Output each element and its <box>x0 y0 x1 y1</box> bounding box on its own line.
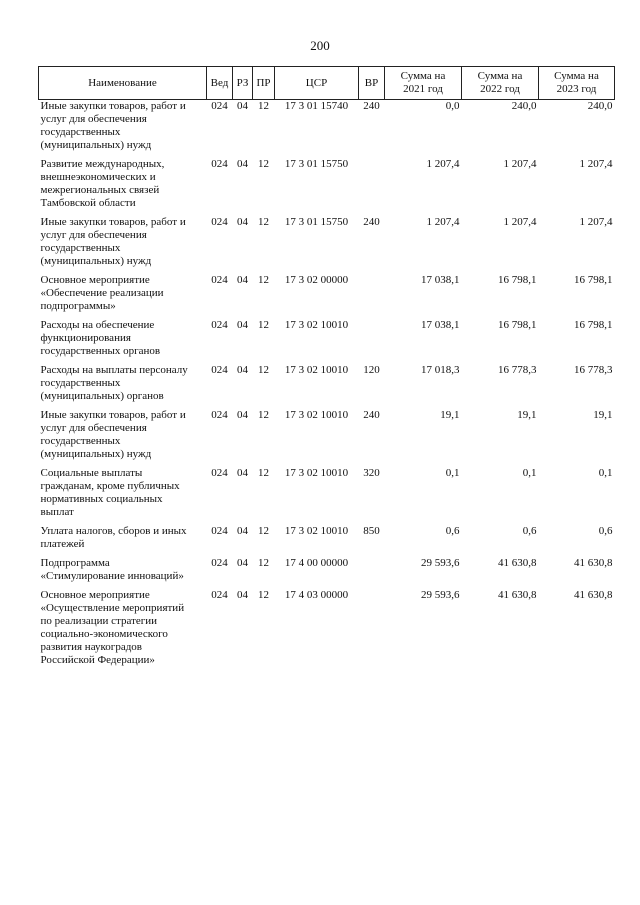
cell-csr: 17 3 02 10010 <box>284 525 349 537</box>
cell-name-line: платежей <box>40 538 85 550</box>
cell-name <box>39 467 207 525</box>
cell-name-line: государственных органов <box>40 345 161 357</box>
cell-name-line: Развитие международных, <box>40 158 165 170</box>
cell-name-line: услуг для обеспечения <box>40 113 147 125</box>
header-sum-2021-line: Сумма на <box>400 70 446 82</box>
cell-csr: 17 3 01 15750 <box>284 216 349 228</box>
cell-name-line: Расходы на выплаты персоналу <box>40 364 188 376</box>
cell-name-line: «Стимулирование инноваций» <box>40 570 184 582</box>
cell-name-line: Социальные выплаты <box>40 467 143 479</box>
cell-name-line: услуг для обеспечения <box>40 229 147 241</box>
cell-vr: 240 <box>363 409 380 421</box>
cell-pr: 12 <box>258 525 269 537</box>
cell-name-line: Подпрограмма <box>40 557 110 569</box>
cell-sum-2023: 1 207,4 <box>579 158 613 170</box>
cell-name-line: услуг для обеспечения <box>40 422 147 434</box>
cell-name <box>39 100 207 159</box>
cell-rz: 04 <box>237 467 248 479</box>
cell-csr: 17 3 02 10010 <box>284 364 349 376</box>
cell-sum-2023: 1 207,4 <box>579 216 613 228</box>
cell-rz: 04 <box>237 409 248 421</box>
table-row <box>39 557 615 589</box>
cell-ved: 024 <box>211 274 228 286</box>
cell-name-line: функционирования <box>40 332 131 344</box>
cell-ved: 024 <box>211 467 228 479</box>
cell-rz: 04 <box>237 158 248 170</box>
cell-name-line: внешнеэкономических и <box>40 171 156 183</box>
cell-csr: 17 4 00 00000 <box>284 557 349 569</box>
cell-csr: 17 3 02 00000 <box>284 274 349 286</box>
cell-sum-2021: 17 018,3 <box>421 364 460 376</box>
cell-ved: 024 <box>211 557 228 569</box>
cell-sum-2023: 19,1 <box>593 409 613 421</box>
cell-ved: 024 <box>211 158 228 170</box>
cell-sum-2021: 29 593,6 <box>421 557 460 569</box>
table-row <box>39 216 615 274</box>
cell-name <box>39 557 207 589</box>
cell-rz: 04 <box>237 319 248 331</box>
cell-sum-2021: 0,6 <box>445 525 460 537</box>
cell-ved: 024 <box>211 216 228 228</box>
header-sum-2023 <box>539 67 615 100</box>
cell-name-line: «Осуществление мероприятий <box>40 602 185 614</box>
cell-sum-2021: 0,0 <box>445 100 460 112</box>
cell-pr: 12 <box>258 589 269 601</box>
header-rz: РЗ <box>233 67 253 100</box>
cell-vr <box>359 158 385 216</box>
header-sum-2021-line: 2021 год <box>403 83 443 95</box>
cell-sum-2022: 41 630,8 <box>498 589 537 601</box>
cell-vr <box>359 557 385 589</box>
header-ved: Вед <box>207 67 233 100</box>
cell-name-line: государственных <box>40 126 121 138</box>
table-row <box>39 158 615 216</box>
cell-name-line: подпрограммы» <box>40 300 116 312</box>
cell-vr: 240 <box>363 100 380 112</box>
cell-sum-2021: 29 593,6 <box>421 589 460 601</box>
cell-sum-2022: 1 207,4 <box>503 158 537 170</box>
cell-sum-2021: 1 207,4 <box>426 158 460 170</box>
cell-vr <box>359 319 385 364</box>
cell-csr: 17 3 02 10010 <box>284 467 349 479</box>
cell-name <box>39 364 207 409</box>
cell-name-line: Иные закупки товаров, работ и <box>40 100 186 112</box>
cell-vr: 850 <box>363 525 380 537</box>
cell-rz: 04 <box>237 525 248 537</box>
cell-name-line: Тамбовской области <box>40 197 136 209</box>
cell-name <box>39 409 207 467</box>
cell-vr <box>359 589 385 673</box>
header-sum-2023-line: 2023 год <box>556 83 597 95</box>
cell-sum-2022: 0,6 <box>522 525 537 537</box>
cell-name-line: по реализации стратегии <box>40 615 158 627</box>
cell-csr: 17 3 02 10010 <box>284 409 349 421</box>
cell-sum-2022: 16 778,3 <box>498 364 537 376</box>
cell-rz: 04 <box>237 216 248 228</box>
table-body <box>39 100 615 674</box>
cell-name-line: (муниципальных) органов <box>40 390 164 402</box>
cell-name-line: государственных <box>40 377 121 389</box>
cell-name <box>39 525 207 557</box>
cell-name-line: Уплата налогов, сборов и иных <box>40 525 187 537</box>
table-row <box>39 274 615 319</box>
cell-sum-2023: 240,0 <box>587 100 613 112</box>
table-row <box>39 525 615 557</box>
table-header <box>39 67 615 100</box>
cell-ved: 024 <box>211 589 228 601</box>
header-vr: ВР <box>359 67 385 100</box>
header-sum-2021 <box>385 67 462 100</box>
cell-name-line: Основное мероприятие <box>40 274 150 286</box>
cell-name-line: Иные закупки товаров, работ и <box>40 409 186 421</box>
cell-sum-2023: 16 798,1 <box>574 319 613 331</box>
cell-vr: 320 <box>363 467 380 479</box>
cell-csr: 17 4 03 00000 <box>284 589 349 601</box>
cell-sum-2021: 0,1 <box>445 467 460 479</box>
header-sum-2022-line: 2022 год <box>480 83 520 95</box>
cell-name-line: Расходы на обеспечение <box>40 319 155 331</box>
cell-sum-2022: 16 798,1 <box>498 319 537 331</box>
cell-name-line: развития наукоградов <box>40 641 142 653</box>
cell-rz: 04 <box>237 274 248 286</box>
cell-pr: 12 <box>258 557 269 569</box>
cell-sum-2021: 17 038,1 <box>421 319 460 331</box>
cell-pr: 12 <box>258 100 269 112</box>
table-row <box>39 409 615 467</box>
cell-name-line: Иные закупки товаров, работ и <box>40 216 186 228</box>
cell-name-line: гражданам, кроме публичных <box>40 480 180 492</box>
cell-ved: 024 <box>211 319 228 331</box>
cell-name-line: Российской Федерации» <box>40 654 155 666</box>
table-row <box>39 589 615 673</box>
cell-sum-2021: 19,1 <box>440 409 460 421</box>
table-row <box>39 319 615 364</box>
cell-pr: 12 <box>258 467 269 479</box>
cell-rz: 04 <box>237 589 248 601</box>
cell-sum-2023: 16 778,3 <box>574 364 613 376</box>
cell-sum-2022: 0,1 <box>522 467 537 479</box>
cell-name-line: государственных <box>40 242 121 254</box>
cell-name <box>39 158 207 216</box>
cell-pr: 12 <box>258 274 269 286</box>
cell-sum-2023: 41 630,8 <box>574 589 613 601</box>
cell-csr: 17 3 01 15750 <box>284 158 349 170</box>
cell-csr: 17 3 02 10010 <box>284 319 349 331</box>
cell-ved: 024 <box>211 100 228 112</box>
cell-sum-2021: 17 038,1 <box>421 274 460 286</box>
header-sum-2022 <box>462 67 539 100</box>
header-name: Наименование <box>39 67 207 100</box>
cell-sum-2022: 19,1 <box>517 409 537 421</box>
cell-rz: 04 <box>237 557 248 569</box>
cell-vr: 120 <box>363 364 380 376</box>
cell-vr <box>359 274 385 319</box>
cell-sum-2022: 16 798,1 <box>498 274 537 286</box>
budget-table <box>38 66 615 673</box>
cell-ved: 024 <box>211 364 228 376</box>
cell-name-line: государственных <box>40 435 121 447</box>
header-csr: ЦСР <box>275 67 359 100</box>
cell-sum-2023: 0,1 <box>598 467 613 479</box>
cell-sum-2023: 41 630,8 <box>574 557 613 569</box>
cell-csr: 17 3 01 15740 <box>284 100 349 112</box>
header-sum-2023-line: Сумма на <box>554 70 599 82</box>
cell-ved: 024 <box>211 525 228 537</box>
cell-sum-2021: 1 207,4 <box>426 216 460 228</box>
cell-vr: 240 <box>363 216 380 228</box>
header-pr: ПР <box>253 67 275 100</box>
cell-name-line: (муниципальных) нужд <box>40 448 152 460</box>
header-sum-2022-line: Сумма на <box>477 70 523 82</box>
cell-pr: 12 <box>258 158 269 170</box>
cell-pr: 12 <box>258 364 269 376</box>
cell-name <box>39 589 207 673</box>
cell-name <box>39 319 207 364</box>
cell-rz: 04 <box>237 100 248 112</box>
cell-name <box>39 216 207 274</box>
table-row <box>39 100 615 159</box>
cell-name-line: (муниципальных) нужд <box>40 255 152 267</box>
cell-name-line: выплат <box>40 506 74 518</box>
cell-sum-2023: 0,6 <box>598 525 613 537</box>
cell-pr: 12 <box>258 319 269 331</box>
page-number: 200 <box>310 38 330 53</box>
cell-name-line: Основное мероприятие <box>40 589 150 601</box>
cell-sum-2023: 16 798,1 <box>574 274 613 286</box>
cell-ved: 024 <box>211 409 228 421</box>
table-row <box>39 364 615 409</box>
cell-sum-2022: 41 630,8 <box>498 557 537 569</box>
cell-name-line: межрегиональных связей <box>40 184 160 196</box>
cell-name <box>39 274 207 319</box>
cell-rz: 04 <box>237 364 248 376</box>
cell-name-line: (муниципальных) нужд <box>40 139 152 151</box>
cell-name-line: социально-экономического <box>40 628 168 640</box>
cell-sum-2022: 240,0 <box>511 100 537 112</box>
cell-sum-2022: 1 207,4 <box>503 216 537 228</box>
cell-name-line: «Обеспечение реализации <box>40 287 164 299</box>
cell-pr: 12 <box>258 409 269 421</box>
table-row <box>39 467 615 525</box>
cell-pr: 12 <box>258 216 269 228</box>
cell-name-line: нормативных социальных <box>40 493 163 505</box>
